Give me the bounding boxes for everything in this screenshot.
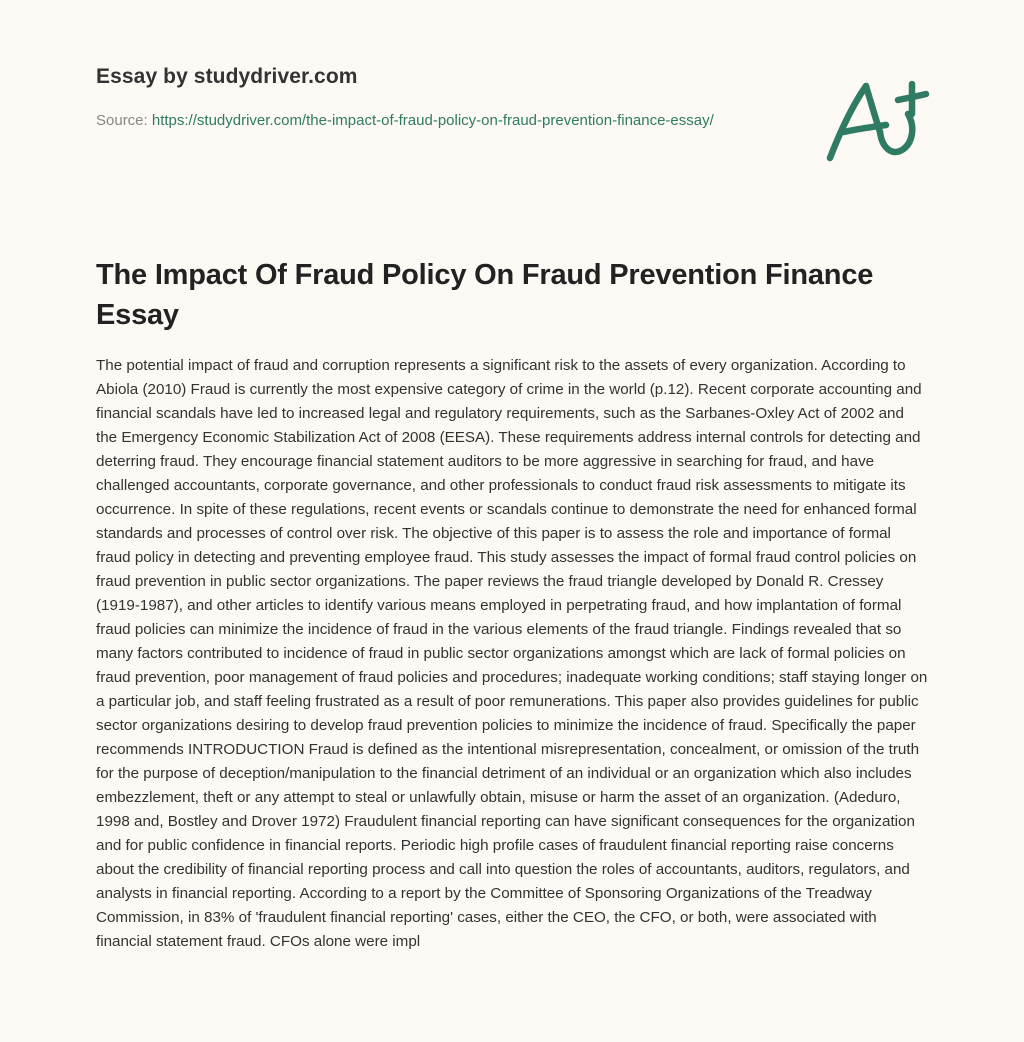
source-link[interactable]: https://studydriver.com/the-impact-of-fraud-policy-on-fraud-prevention-finance-essay/ xyxy=(151,112,714,129)
source-line xyxy=(96,109,756,133)
source-label: Source: xyxy=(96,112,148,129)
a-plus-grade-icon xyxy=(822,70,932,170)
page-title: The Impact Of Fraud Policy On Fraud Prevention Finance Essay xyxy=(96,259,874,331)
site-header xyxy=(96,62,776,133)
essay-body-text: The potential impact of fraud and corruption represents a significant risk to the assets of every organization. According to Abiola (2010) Fraud is currently the most expensive category of crime in the world (p.12). Recent corporate accounting and financial scandals have led to increased legal and regulatory requirements, such as the Sarbanes-Oxley Act of 2002 and the Emergency Economic Stabilization Act of 2008 (EESA). These requirements address internal controls for detecting and deterring fraud. They encourage financial statement auditors to be more aggressive in searching for fraud, and have challenged accountants, corporate governance, and other professionals to conduct fraud risk assessments to mitigate its occurrence. In spite of these regulations, recent events or scandals continue to demonstrate the need for enhanced formal standards and processes of control over risk. The objective of this paper is to assess the role and importance of formal fraud policy in detecting and preventing employee fraud. This study assesses the impact of formal fraud control policies on fraud prevention in public sector organizations. The paper reviews the fraud triangle developed by Donald R. Cressey (1919-1987), and other articles to identify various means employed in perpetrating fraud, and how implantation of formal fraud policies can minimize the incidence of fraud in the various elements of the fraud triangle. Findings revealed that so many factors contributed to incidence of fraud in public sector organizations amongst which are lack of formal policies on fraud prevention, poor management of fraud policies and procedures; inadequate working conditions; staff staying longer on a particular job, and staff feeling frustrated as a result of poor remunerations. This paper also provides guidelines for public sector organizations desiring to develop fraud prevention policies to minimize the incidence of fraud. Specifically the paper recommends INTRODUCTION Fraud is defined as the intentional misrepresentation, concealment, or omission of the truth for the purpose of deception/manipulation to the financial detriment of an individual or an organization which also includes embezzlement, theft or any attempt to steal or unlawfully obtain, misuse or harm the asset of an organization. (Adeduro, 1998 and, Bostley and Drover 1972) Fraudulent financial reporting can have significant consequences for the organization and for public confidence in financial reports. Periodic high profile cases of fraudulent financial reporting raise concerns about the credibility of financial reporting process and call into question the roles of accountants, auditors, regulators, and analysts in financial reporting. According to a report by the Committee of Sponsoring Organizations of the Treadway Commission, in 83% of 'fraudulent financial reporting' cases, either the CEO, the CFO, or both, were associated with financial statement fraud. CFOs alone were impl xyxy=(96,357,928,950)
site-title: Essay by studydriver.com xyxy=(96,65,358,88)
